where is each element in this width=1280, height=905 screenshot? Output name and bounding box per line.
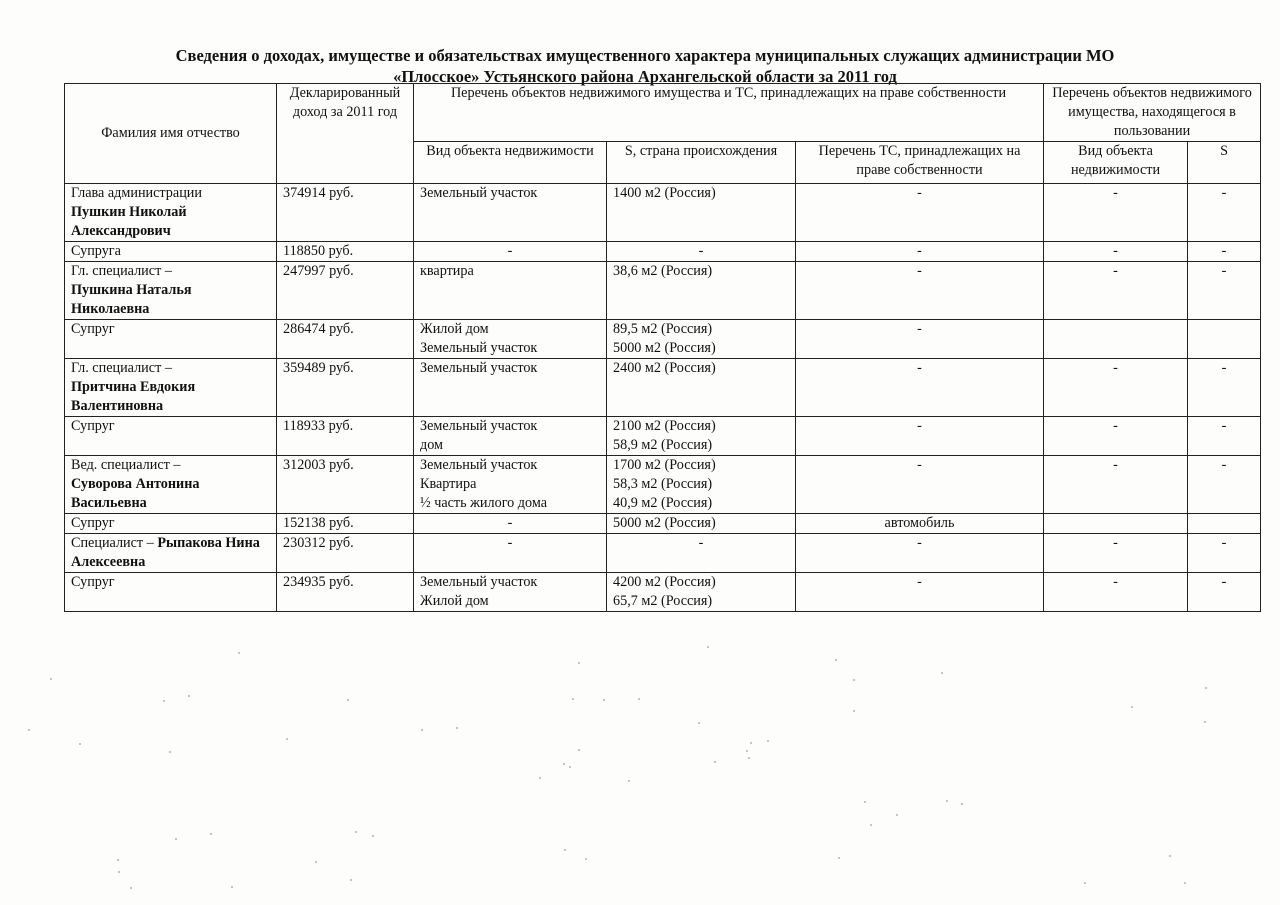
cell-income: 118933 руб. [277, 417, 414, 456]
scan-speck [539, 777, 541, 779]
cell-income: 247997 руб. [277, 262, 414, 320]
property-item: Земельный участок [420, 185, 538, 201]
property-item: - [507, 535, 513, 551]
area-item: 1700 м2 (Россия) [613, 457, 716, 473]
cell-name [65, 359, 277, 417]
cell-name [65, 262, 277, 320]
cell-property-area [607, 417, 796, 456]
person-name: Пушкина Наталья Николаевна [71, 282, 192, 317]
cell-property-area [607, 573, 796, 612]
scan-speck [210, 833, 212, 835]
scan-speck [628, 780, 630, 782]
header-use-group: Перечень объектов недвижимого имущества, находящегося в пользовании [1044, 84, 1261, 142]
cell-use-area: - [1188, 456, 1261, 514]
cell-property-type [414, 534, 607, 573]
scan-speck [896, 814, 898, 816]
scan-speck [50, 678, 52, 680]
scan-speck [698, 722, 700, 724]
scan-speck [835, 659, 837, 661]
table-body [65, 184, 1261, 612]
header-name: Фамилия имя отчество [65, 84, 277, 184]
scan-speck [748, 757, 750, 759]
cell-income: 118850 руб. [277, 242, 414, 262]
person-name: Пушкин Николай Александрович [71, 204, 187, 239]
cell-use-type: - [1044, 417, 1188, 456]
area-item: 1400 м2 (Россия) [613, 185, 716, 201]
cell-use-area: - [1188, 262, 1261, 320]
header-income: Декларированный доход за 2011 год [277, 84, 414, 184]
cell-name [65, 534, 277, 573]
cell-name [65, 417, 277, 456]
scan-speck [130, 887, 132, 889]
table-row [65, 573, 1261, 612]
cell-property-type [414, 417, 607, 456]
cell-name [65, 320, 277, 359]
scan-speck [585, 858, 587, 860]
scan-speck [750, 742, 752, 744]
scan-speck [456, 727, 458, 729]
position-label: Вед. специалист – [71, 457, 181, 473]
property-item: Жилой дом [420, 321, 489, 337]
declaration-table [64, 83, 1261, 612]
area-item: 40,9 м2 (Россия) [613, 495, 713, 511]
position-label: Специалист – [71, 535, 154, 551]
area-item: 5000 м2 (Россия) [613, 340, 716, 356]
position-label: Гл. специалист – [71, 263, 172, 279]
cell-vehicles: - [796, 359, 1044, 417]
position-label: Супруг [71, 321, 115, 337]
scan-speck [1131, 706, 1133, 708]
cell-name [65, 184, 277, 242]
position-label: Супруг [71, 418, 115, 434]
cell-use-type: - [1044, 262, 1188, 320]
cell-property-type [414, 456, 607, 514]
cell-use-area [1188, 514, 1261, 534]
cell-vehicles: - [796, 456, 1044, 514]
property-item: Земельный участок [420, 574, 538, 590]
scan-speck [355, 831, 357, 833]
scan-speck [1205, 687, 1207, 689]
scan-speck [578, 749, 580, 751]
scan-speck [864, 801, 866, 803]
scan-speck [175, 838, 177, 840]
cell-property-type [414, 262, 607, 320]
scan-speck [421, 729, 423, 731]
scan-speck [1169, 855, 1171, 857]
area-item: 38,6 м2 (Россия) [613, 263, 713, 279]
table-row [65, 242, 1261, 262]
scan-speck [28, 729, 30, 731]
area-item: 4200 м2 (Россия) [613, 574, 716, 590]
position-label: Гл. специалист – [71, 360, 172, 376]
person-name: Суворова Антонина Васильевна [71, 476, 200, 511]
scan-speck [603, 699, 605, 701]
property-item: ½ часть жилого дома [420, 495, 548, 511]
cell-property-area [607, 320, 796, 359]
position-label: Супруг [71, 515, 115, 531]
cell-vehicles: - [796, 184, 1044, 242]
area-item: 58,9 м2 (Россия) [613, 437, 713, 453]
area-item: 2100 м2 (Россия) [613, 418, 716, 434]
area-item: - [698, 243, 704, 259]
table-row [65, 514, 1261, 534]
scan-speck [853, 679, 855, 681]
cell-use-area: - [1188, 534, 1261, 573]
area-item: 89,5 м2 (Россия) [613, 321, 713, 337]
cell-property-type [414, 320, 607, 359]
table-row [65, 184, 1261, 242]
header-use-area: S [1188, 142, 1261, 184]
scan-speck [853, 710, 855, 712]
document-title [0, 45, 1280, 87]
table-row [65, 359, 1261, 417]
cell-name [65, 514, 277, 534]
person-name: Притчина Евдокия Валентиновна [71, 379, 196, 414]
cell-name [65, 456, 277, 514]
scan-speck [838, 857, 840, 859]
scan-speck [350, 879, 352, 881]
cell-property-type [414, 573, 607, 612]
cell-use-area: - [1188, 242, 1261, 262]
scan-speck [714, 761, 716, 763]
area-item: 5000 м2 (Россия) [613, 515, 716, 531]
table-row [65, 417, 1261, 456]
cell-vehicles: - [796, 417, 1044, 456]
scan-speck [1184, 882, 1186, 884]
cell-vehicles: - [796, 573, 1044, 612]
scan-speck [946, 800, 948, 802]
cell-property-area [607, 262, 796, 320]
cell-use-area: - [1188, 417, 1261, 456]
position-label: Супруг [71, 574, 115, 590]
property-item: - [507, 243, 513, 259]
table-row [65, 320, 1261, 359]
property-item: квартира [420, 263, 474, 279]
area-item: - [698, 535, 704, 551]
table-row [65, 456, 1261, 514]
scan-speck [117, 859, 119, 861]
cell-vehicles: - [796, 262, 1044, 320]
scan-speck [941, 672, 943, 674]
cell-income: 286474 руб. [277, 320, 414, 359]
scan-speck [286, 738, 288, 740]
scan-speck [961, 803, 963, 805]
cell-income: 359489 руб. [277, 359, 414, 417]
cell-property-area [607, 184, 796, 242]
area-item: 65,7 м2 (Россия) [613, 593, 713, 609]
scan-speck [563, 763, 565, 765]
cell-use-area: - [1188, 184, 1261, 242]
cell-income: 152138 руб. [277, 514, 414, 534]
scan-speck [1084, 882, 1086, 884]
scan-speck [707, 646, 709, 648]
cell-property-area [607, 359, 796, 417]
scan-speck [572, 698, 574, 700]
cell-income: 234935 руб. [277, 573, 414, 612]
table-header [65, 84, 1261, 184]
scan-speck [79, 743, 81, 745]
scan-speck [569, 766, 571, 768]
cell-property-area [607, 242, 796, 262]
cell-use-type: - [1044, 359, 1188, 417]
cell-use-area [1188, 320, 1261, 359]
scan-speck [767, 740, 769, 742]
scan-speck [638, 698, 640, 700]
scan-speck [564, 849, 566, 851]
cell-name [65, 242, 277, 262]
title-line-2: «Плосское» Устьянского района Архангельской области за 2011 год [393, 67, 897, 86]
table-row [65, 534, 1261, 573]
cell-use-area: - [1188, 359, 1261, 417]
scan-speck [169, 751, 171, 753]
cell-property-type [414, 242, 607, 262]
header-use-type: Вид объекта недвижимости [1044, 142, 1188, 184]
cell-name [65, 573, 277, 612]
property-item: Квартира [420, 476, 477, 492]
area-item: 2400 м2 (Россия) [613, 360, 716, 376]
scan-speck [746, 750, 748, 752]
cell-income: 374914 руб. [277, 184, 414, 242]
table-row [65, 262, 1261, 320]
property-item: Жилой дом [420, 593, 489, 609]
cell-property-type [414, 184, 607, 242]
cell-income: 312003 руб. [277, 456, 414, 514]
header-owned-area: S, страна происхождения [607, 142, 796, 184]
scan-speck [578, 662, 580, 664]
scan-speck [1204, 721, 1206, 723]
cell-use-type: - [1044, 242, 1188, 262]
cell-use-area: - [1188, 573, 1261, 612]
property-item: - [507, 515, 513, 531]
person-name: Рыпакова Нина Алексеевна [71, 535, 260, 570]
cell-vehicles: автомобиль [796, 514, 1044, 534]
area-item: 58,3 м2 (Россия) [613, 476, 713, 492]
scan-speck [315, 861, 317, 863]
header-owned-type: Вид объекта недвижимости [414, 142, 607, 184]
cell-use-type: - [1044, 184, 1188, 242]
scan-speck [372, 835, 374, 837]
cell-vehicles: - [796, 534, 1044, 573]
scan-speck [163, 700, 165, 702]
cell-property-type [414, 359, 607, 417]
scan-speck [870, 824, 872, 826]
position-label: Супруга [71, 243, 121, 259]
header-owned-vehicles: Перечень ТС, принадлежащих на праве собственности [796, 142, 1044, 184]
property-item: дом [420, 437, 444, 453]
cell-property-type [414, 514, 607, 534]
header-owned-group: Перечень объектов недвижимого имущества и ТС, принадлежащих на праве собственности [414, 84, 1044, 142]
property-item: Земельный участок [420, 418, 538, 434]
cell-property-area [607, 514, 796, 534]
scan-speck [188, 695, 190, 697]
cell-income: 230312 руб. [277, 534, 414, 573]
cell-use-type: - [1044, 456, 1188, 514]
cell-property-area [607, 534, 796, 573]
property-item: Земельный участок [420, 360, 538, 376]
scan-speck [231, 886, 233, 888]
cell-use-type [1044, 514, 1188, 534]
title-line-1: Сведения о доходах, имуществе и обязательствах имущественного характера муниципальных служащих администрации МО [175, 46, 1115, 65]
cell-property-area [607, 456, 796, 514]
cell-vehicles: - [796, 320, 1044, 359]
scan-speck [118, 871, 120, 873]
cell-use-type [1044, 320, 1188, 359]
property-item: Земельный участок [420, 340, 538, 356]
cell-use-type: - [1044, 534, 1188, 573]
position-label: Глава администрации [71, 185, 202, 201]
property-item: Земельный участок [420, 457, 538, 473]
cell-vehicles: - [796, 242, 1044, 262]
scan-speck [238, 652, 240, 654]
scan-speck [347, 699, 349, 701]
cell-use-type: - [1044, 573, 1188, 612]
